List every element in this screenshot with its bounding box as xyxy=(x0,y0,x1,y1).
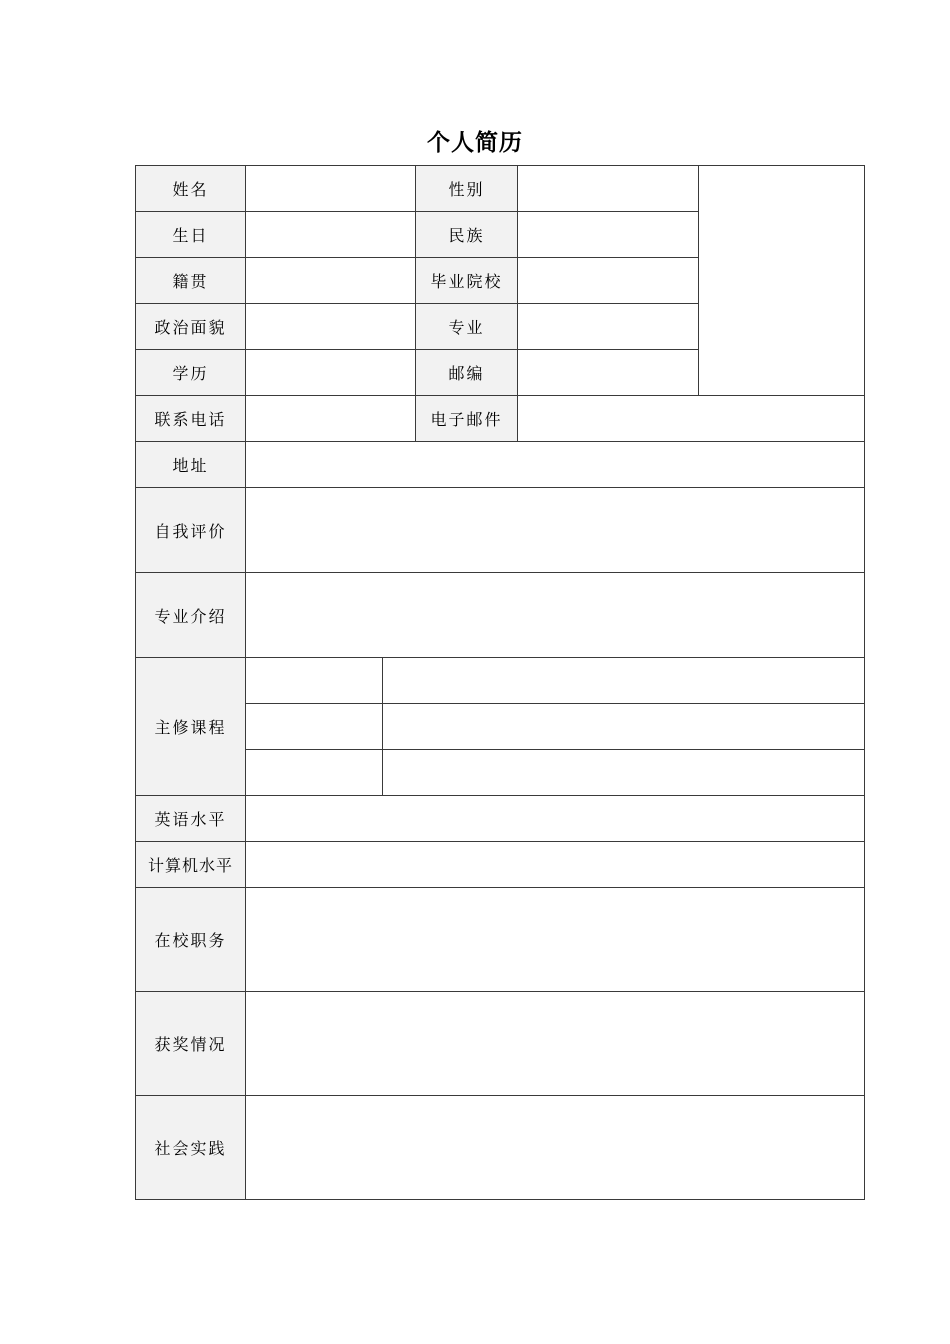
course-name-field[interactable] xyxy=(246,750,383,796)
email-label: 电子邮件 xyxy=(416,396,518,442)
row-course-2 xyxy=(136,704,865,750)
gender-field[interactable] xyxy=(518,166,699,212)
name-field[interactable] xyxy=(246,166,416,212)
social-practice-label: 社会实践 xyxy=(136,1096,246,1200)
school-label: 毕业院校 xyxy=(416,258,518,304)
row-address xyxy=(136,442,865,488)
major-field[interactable] xyxy=(518,304,699,350)
social-practice-field[interactable] xyxy=(246,1096,865,1200)
resume-table xyxy=(135,165,865,1200)
campus-positions-field[interactable] xyxy=(246,888,865,992)
gender-label: 性别 xyxy=(416,166,518,212)
email-field[interactable] xyxy=(518,396,865,442)
major-intro-label: 专业介绍 xyxy=(136,573,246,658)
course-name-field[interactable] xyxy=(246,704,383,750)
phone-label: 联系电话 xyxy=(136,396,246,442)
native-place-label: 籍贯 xyxy=(136,258,246,304)
computer-level-field[interactable] xyxy=(246,842,865,888)
row-major-intro xyxy=(136,573,865,658)
major-intro-field[interactable] xyxy=(246,573,865,658)
course-detail-field[interactable] xyxy=(383,750,865,796)
awards-label: 获奖情况 xyxy=(136,992,246,1096)
row-social-practice xyxy=(136,1096,865,1200)
computer-level-label: 计算机水平 xyxy=(136,842,246,888)
course-detail-field[interactable] xyxy=(383,658,865,704)
row-phone-email xyxy=(136,396,865,442)
birthday-field[interactable] xyxy=(246,212,416,258)
photo-box[interactable] xyxy=(699,166,865,396)
education-label: 学历 xyxy=(136,350,246,396)
row-name-gender xyxy=(136,166,865,212)
native-place-field[interactable] xyxy=(246,258,416,304)
row-awards xyxy=(136,992,865,1096)
campus-positions-label: 在校职务 xyxy=(136,888,246,992)
education-field[interactable] xyxy=(246,350,416,396)
course-detail-field[interactable] xyxy=(383,704,865,750)
row-course-3 xyxy=(136,750,865,796)
address-field[interactable] xyxy=(246,442,865,488)
row-course-1 xyxy=(136,658,865,704)
course-name-field[interactable] xyxy=(246,658,383,704)
ethnicity-field[interactable] xyxy=(518,212,699,258)
political-status-label: 政治面貌 xyxy=(136,304,246,350)
row-self-evaluation xyxy=(136,488,865,573)
birthday-label: 生日 xyxy=(136,212,246,258)
self-evaluation-field[interactable] xyxy=(246,488,865,573)
english-level-label: 英语水平 xyxy=(136,796,246,842)
postcode-label: 邮编 xyxy=(416,350,518,396)
english-level-field[interactable] xyxy=(246,796,865,842)
awards-field[interactable] xyxy=(246,992,865,1096)
phone-field[interactable] xyxy=(246,396,416,442)
postcode-field[interactable] xyxy=(518,350,699,396)
main-courses-label: 主修课程 xyxy=(136,658,246,796)
political-status-field[interactable] xyxy=(246,304,416,350)
row-english-level xyxy=(136,796,865,842)
row-computer-level xyxy=(136,842,865,888)
name-label: 姓名 xyxy=(136,166,246,212)
row-campus-positions xyxy=(136,888,865,992)
school-field[interactable] xyxy=(518,258,699,304)
address-label: 地址 xyxy=(136,442,246,488)
page-title: 个人简历 xyxy=(427,130,523,156)
self-evaluation-label: 自我评价 xyxy=(136,488,246,573)
major-label: 专业 xyxy=(416,304,518,350)
ethnicity-label: 民族 xyxy=(416,212,518,258)
